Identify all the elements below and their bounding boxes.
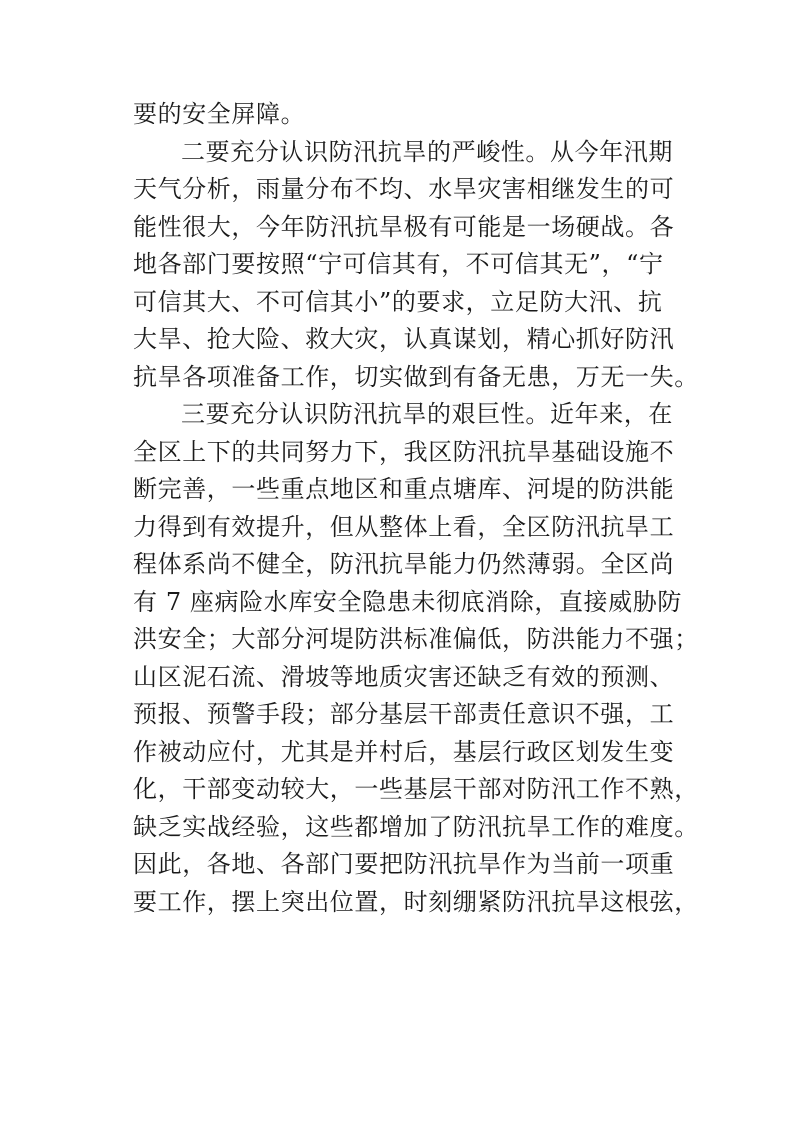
text-line: 山区泥石流、滑坡等地质灾害还缺乏有效的预测、 bbox=[133, 662, 675, 691]
text-line: 有 7 座病险水库安全隐患未彻底消除，直接威胁防 bbox=[133, 587, 682, 616]
text-line: 因此，各地、各部门要把防汛抗旱作为当前一项重 bbox=[133, 850, 675, 878]
text-line: 要工作，摆上突出位置，时刻绷紧防汛抗旱这根弦， bbox=[133, 887, 699, 916]
text-line: 缺乏实战经验，这些都增加了防汛抗旱工作的难度。 bbox=[133, 812, 699, 841]
paragraph-start-line: 三要充分认识防汛抗旱的艰巨性。近年来，在 bbox=[181, 400, 673, 428]
text-line: 作被动应付，尤其是并村后，基层行政区划发生变 bbox=[133, 737, 675, 766]
text-line: 天气分析，雨量分布不均、水旱灾害相继发生的可 bbox=[133, 175, 675, 203]
text-line: 地各部门要按照“宁可信其有，不可信其无”，“宁 bbox=[133, 250, 664, 278]
text-line: 程体系尚不健全，防汛抗旱能力仍然薄弱。全区尚 bbox=[133, 550, 675, 578]
text-line: 预报、预警手段；部分基层干部责任意识不强，工 bbox=[133, 700, 675, 728]
text-line: 力得到有效提升，但从整体上看，全区防汛抗旱工 bbox=[133, 512, 675, 541]
text-line: 全区上下的共同努力下，我区防汛抗旱基础设施不 bbox=[133, 437, 675, 466]
text-line: 抗旱各项准备工作，切实做到有备无患，万无一失。 bbox=[133, 362, 699, 391]
text-line: 可信其大、不可信其小”的要求，立足防大汛、抗 bbox=[133, 287, 663, 316]
text-line: 要的安全屏障。 bbox=[133, 100, 306, 128]
body-text bbox=[133, 96, 699, 921]
text-line: 大旱、抢大险、救大灾，认真谋划，精心抓好防汛 bbox=[133, 325, 675, 353]
text-line: 能性很大，今年防汛抗旱极有可能是一场硬战。各 bbox=[133, 212, 675, 241]
paragraph-start-line: 二要充分认识防汛抗旱的严峻性。从今年汛期 bbox=[181, 137, 673, 166]
text-line: 断完善，一些重点地区和重点塘库、河堤的防洪能 bbox=[133, 475, 675, 503]
text-line: 洪安全；大部分河堤防洪标准偏低，防洪能力不强； bbox=[133, 625, 699, 653]
text-line: 化，干部变动较大，一些基层干部对防汛工作不熟， bbox=[133, 775, 699, 803]
